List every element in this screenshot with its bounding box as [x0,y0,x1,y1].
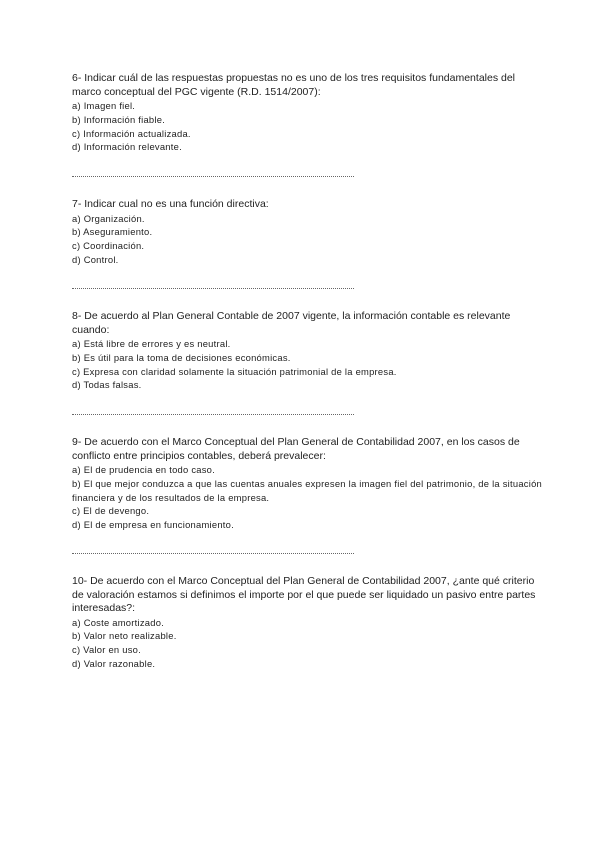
option-b: b) Aseguramiento. [72,226,153,238]
options-list [72,463,542,532]
option-a: a) Organización. [72,212,145,224]
question-9 [72,436,542,532]
options-list [72,99,542,154]
option-a: a) El de prudencia en todo caso. [72,464,215,475]
option-a: a) Coste amortizado. [72,616,165,628]
separator-line [72,553,354,554]
option-a: a) Está libre de errores y es neutral. [72,338,231,349]
question-text: 8- De acuerdo al Plan General Contable de 2007 vigente, la información contable es relevante cuando: [72,310,511,336]
question-8 [72,310,542,392]
separator-line [72,288,354,289]
option-d: d) Información relevante. [72,141,182,153]
option-d: d) El de empresa en funcionamiento. [72,519,234,531]
option-d: d) Todas falsas. [72,379,142,391]
option-d: d) Valor razonable. [72,657,156,669]
question-text: 10- De acuerdo con el Marco Conceptual del Plan General de Contabilidad 2007, ¿ante qué criterio de valoración estamos si definimos el importe por el que puede ser liquidado un pasivo entre partes interesadas?: [72,575,536,614]
option-a: a) Imagen fiel. [72,100,136,111]
question-text: 9- De acuerdo con el Marco Conceptual del Plan General de Contabilidad 2007, en los casos de conflicto entre principios contables, deberá prevalecer: [72,436,520,462]
options-list [72,616,542,671]
option-b: b) El que mejor conduzca a que las cuentas anuales expresen la imagen fiel del patrimonio, de la situación financiera y de los resultados de la empresa. [72,477,542,503]
option-b: b) Información fiable. [72,113,166,125]
question-10 [72,575,542,671]
option-d: d) Control. [72,253,119,265]
option-c: c) Coordinación. [72,240,145,252]
option-b: b) Valor neto realizable. [72,630,177,642]
question-7 [72,198,542,267]
option-c: c) El de devengo. [72,505,150,517]
question-text: 7- Indicar cual no es una función directiva: [72,198,269,210]
option-b: b) Es útil para la toma de decisiones económicas. [72,351,291,363]
question-text: 6- Indicar cuál de las respuestas propuestas no es uno de los tres requisitos fundamentales del marco conceptual del PGC vigente (R.D. 1514/2007): [72,72,516,98]
options-list [72,212,542,267]
separator-line [72,414,354,415]
option-c: c) Valor en uso. [72,644,141,656]
separator-line [72,176,354,177]
question-6 [72,72,542,154]
option-c: c) Información actualizada. [72,127,191,139]
option-c: c) Expresa con claridad solamente la situación patrimonial de la empresa. [72,365,397,377]
options-list [72,337,542,392]
